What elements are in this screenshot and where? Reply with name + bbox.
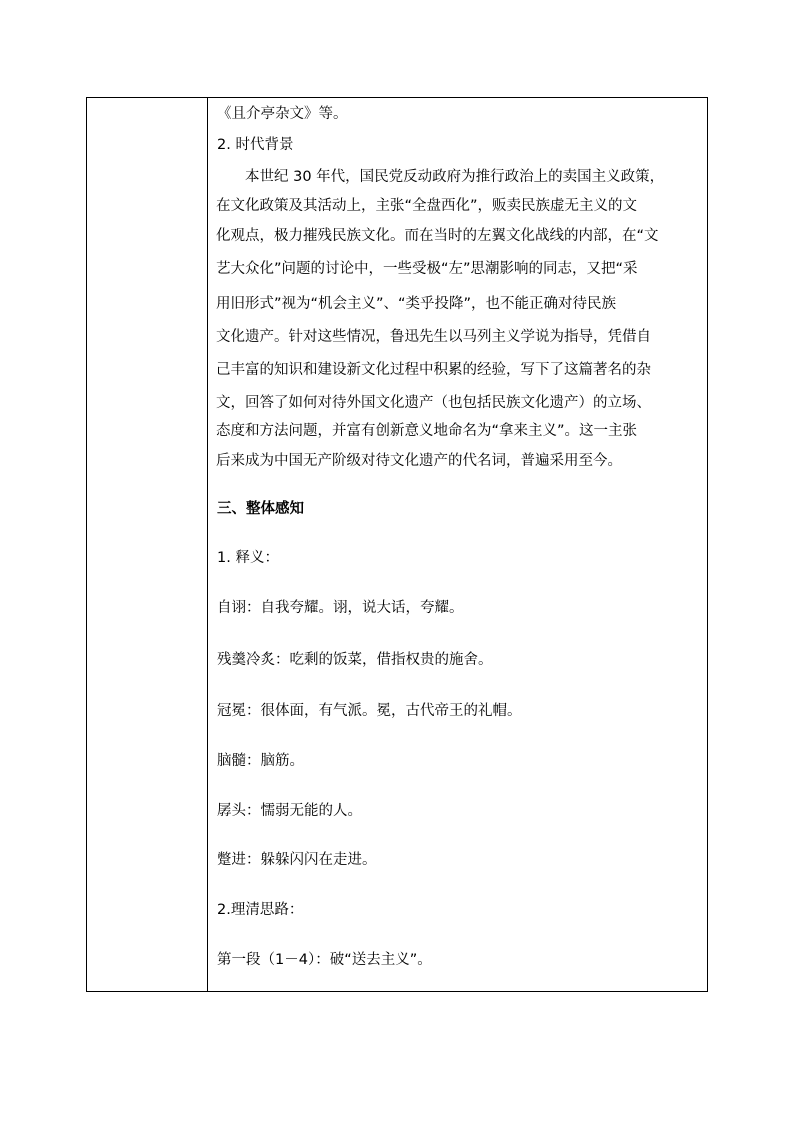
- paragraph-line: 用旧形式”视为“机会主义”、“类乎投降”，也不能正确对待民族: [216, 296, 617, 312]
- lesson-table: [86, 97, 708, 992]
- paragraph-line: 态度和方法问题，并富有创新意义地命名为“拿来主义”。这一主张: [216, 423, 638, 439]
- paragraph-line: 艺大众化”问题的讨论中，一些受极“左”思潮影响的同志，又把“采: [216, 261, 638, 277]
- definition-item: 残羹冷炙：吃剩的饭菜，借指权贵的施舍。: [217, 652, 493, 668]
- section-heading-overall: 三、整体感知: [217, 501, 304, 517]
- paragraph-line: 化观点，极力摧残民族文化。而在当时的左翼文化战线的内部，在“文: [216, 228, 659, 244]
- definition-item: 孱头：懦弱无能的人。: [217, 803, 362, 819]
- table-left-column: [87, 98, 208, 991]
- paragraph-line: 在文化政策及其活动上，主张“全盘西化”，贩卖民族虚无主义的文: [216, 198, 638, 214]
- thinking-heading: 2.理清思路：: [217, 902, 304, 918]
- top-continuation-text: 《且介亭杂文》等。: [217, 106, 348, 122]
- paragraph-line: 后来成为中国无产阶级对待文化遗产的代名词，普遍采用至今。: [216, 453, 622, 469]
- definition-item: 脑髓：脑筋。: [217, 753, 304, 769]
- definition-item: 蹩进：躲躲闪闪在走进。: [217, 852, 377, 868]
- paragraph-line: 文，回答了如何对待外国文化遗产（也包括民族文化遗产）的立场、: [216, 395, 651, 411]
- first-segment-text: 第一段（1－4）：破“送去主义”。: [217, 952, 432, 968]
- paragraph-line: 己丰富的知识和建设新文化过程中积累的经验，写下了这篇著名的杂: [216, 362, 651, 378]
- definition-item: 自诩：自我夸耀。诩，说大话，夸耀。: [217, 600, 464, 616]
- definitions-heading: 1. 释义：: [217, 550, 279, 566]
- definition-item: 冠冕：很体面，有气派。冕，古代帝王的礼帽。: [217, 703, 522, 719]
- section-heading-background: 2. 时代背景: [217, 137, 294, 153]
- table-right-column: [208, 98, 707, 991]
- paragraph-line: 文化遗产。针对这些情况，鲁迅先生以马列主义学说为指导，凭借自: [216, 329, 651, 345]
- paragraph-line: 本世纪 30 年代，国民党反动政府为推行政治上的卖国主义政策，: [245, 169, 665, 185]
